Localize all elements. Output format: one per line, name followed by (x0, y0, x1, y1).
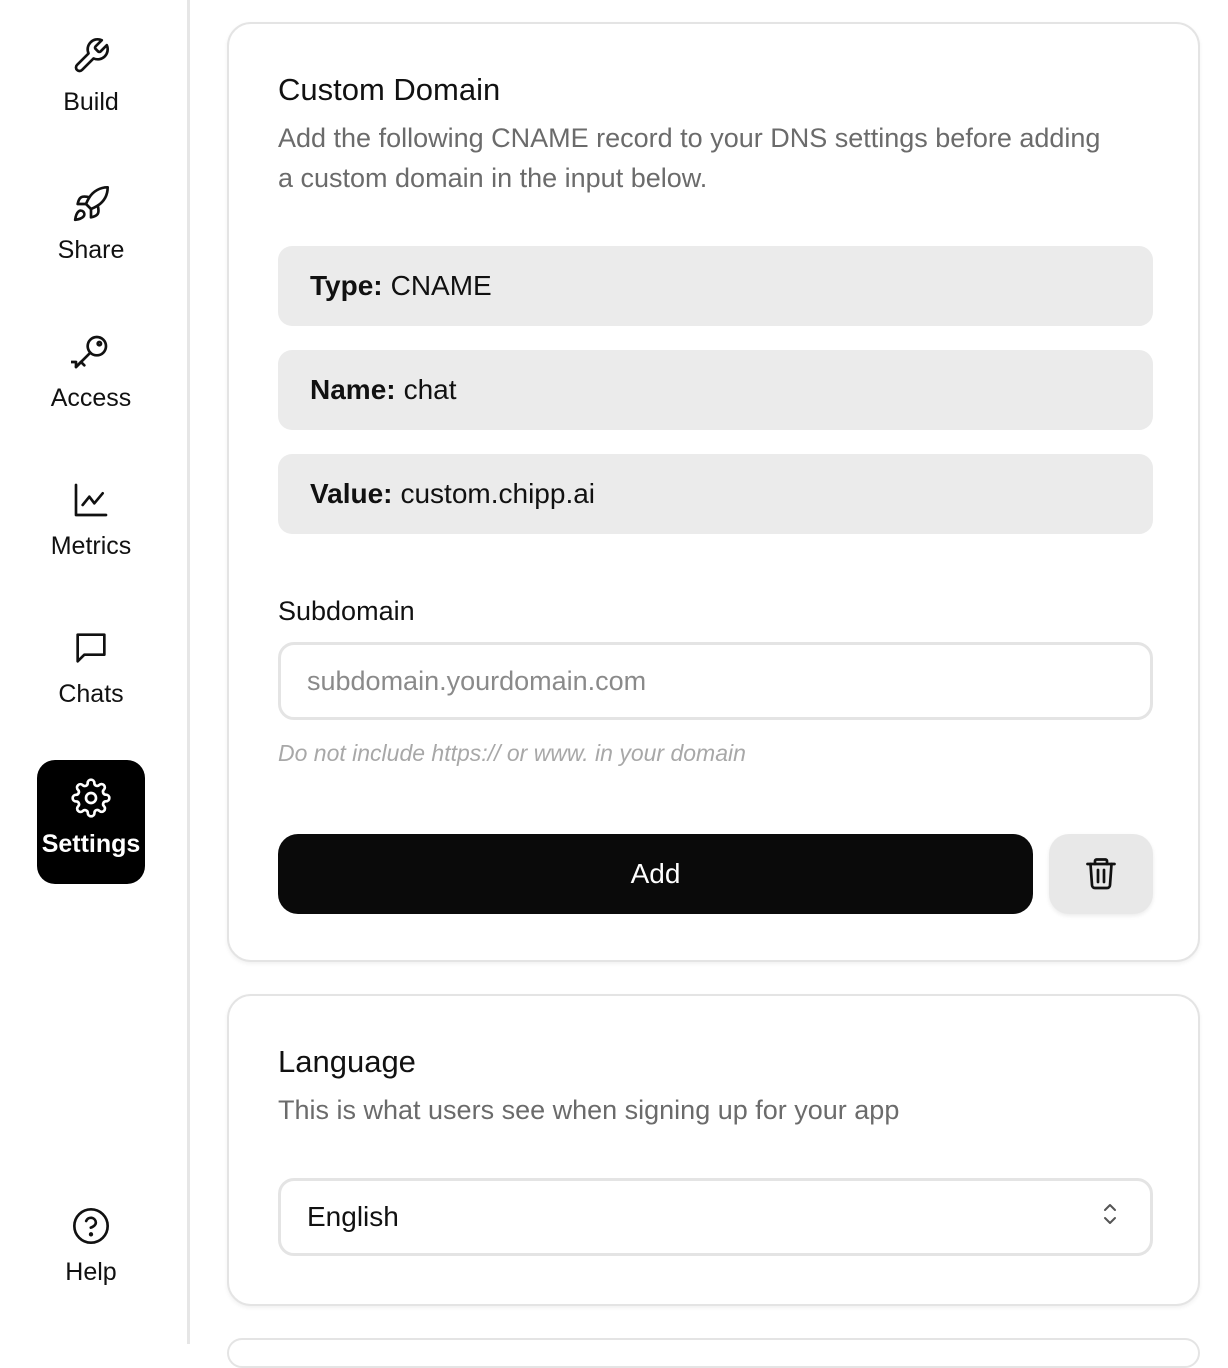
record-type-value: CNAME (390, 270, 492, 301)
record-value-value: custom.chipp.ai (400, 478, 596, 509)
language-title: Language (278, 1044, 416, 1079)
subdomain-hint: Do not include https:// or www. in your domain (278, 740, 746, 766)
delete-domain-button[interactable] (1049, 834, 1153, 914)
record-type-key: Type: (310, 270, 383, 301)
sidebar-item-settings[interactable] (37, 760, 145, 884)
wrench-icon (71, 36, 111, 76)
language-selected-value: English (307, 1201, 399, 1232)
gear-icon (71, 778, 111, 818)
sidebar-item-label: Help (65, 1258, 117, 1286)
sidebar-item-label: Build (63, 88, 119, 116)
sidebar-item-label: Share (57, 236, 125, 264)
language-description: This is what users see when signing up for your app (278, 1095, 900, 1125)
subdomain-input[interactable] (278, 642, 1153, 720)
help-circle-icon (71, 1206, 111, 1246)
record-type-row (278, 246, 1153, 326)
chevron-up-down-icon (1100, 1201, 1120, 1234)
next-settings-card (227, 1338, 1200, 1368)
line-chart-icon (71, 480, 111, 520)
language-select[interactable] (278, 1178, 1153, 1256)
custom-domain-title: Custom Domain (278, 72, 501, 107)
chat-bubble-icon (71, 628, 111, 668)
custom-domain-card (227, 22, 1200, 962)
sidebar-item-metrics[interactable] (37, 444, 145, 568)
record-value-key: Value: (310, 478, 393, 509)
add-domain-button[interactable]: Add (278, 834, 1033, 914)
sidebar-item-share[interactable] (37, 148, 145, 272)
sidebar-item-label: Chats (58, 680, 124, 708)
sidebar-item-label: Metrics (50, 532, 132, 560)
sidebar-item-help[interactable] (37, 1170, 145, 1294)
sidebar-item-label: Settings (41, 830, 141, 858)
record-name-row (278, 350, 1153, 430)
sidebar-nav (0, 0, 190, 1344)
sidebar-item-chats[interactable] (37, 592, 145, 716)
record-name-key: Name: (310, 374, 396, 405)
trash-icon (1083, 853, 1119, 896)
record-name-value: chat (403, 374, 457, 405)
rocket-icon (71, 184, 111, 224)
sidebar-item-build[interactable] (37, 0, 145, 124)
language-card (227, 994, 1200, 1306)
key-icon (71, 332, 111, 372)
sidebar-item-label: Access (50, 384, 132, 412)
subdomain-label: Subdomain (278, 596, 415, 626)
sidebar-item-access[interactable] (37, 296, 145, 420)
custom-domain-description: Add the following CNAME record to your DNS settings before adding a custom domain in the input below. (278, 123, 1101, 193)
record-value-row (278, 454, 1153, 534)
